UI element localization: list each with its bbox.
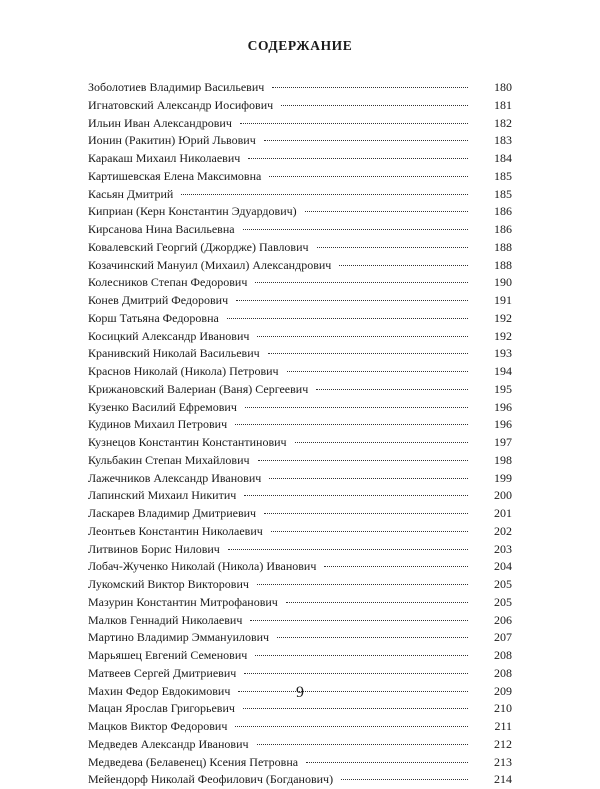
toc-entry-name: Ласкарев Владимир Дмитриевич bbox=[88, 506, 257, 520]
toc-entry bbox=[88, 416, 512, 434]
toc-entry-name: Кирсанова Нина Васильевна bbox=[88, 222, 235, 236]
dot-leader bbox=[181, 194, 468, 195]
dot-leader bbox=[272, 87, 468, 88]
toc-entry-page: 197 bbox=[494, 435, 512, 449]
toc-entry-page: 200 bbox=[494, 488, 512, 503]
dot-leader bbox=[236, 300, 468, 301]
toc-entry-page: 212 bbox=[494, 736, 512, 751]
dot-leader bbox=[341, 779, 468, 780]
toc-entry bbox=[88, 647, 512, 665]
toc-entry-page: 208 bbox=[494, 665, 512, 680]
toc-entry-name: Кульбакин Степан Михайлович bbox=[88, 452, 250, 467]
toc-entry-name: Малков Геннадий Николаевич bbox=[88, 612, 243, 627]
toc-entry bbox=[88, 700, 512, 718]
toc-entry-page: 181 bbox=[494, 97, 512, 112]
dot-leader bbox=[244, 495, 468, 496]
dot-leader bbox=[255, 282, 468, 283]
toc-entry-name: Корш Татьяна Федоровна bbox=[88, 310, 219, 325]
toc-entry bbox=[88, 771, 512, 789]
toc-entry bbox=[88, 594, 512, 612]
toc-entry bbox=[88, 754, 512, 772]
dot-leader bbox=[264, 513, 468, 514]
toc-entry bbox=[88, 203, 512, 221]
toc-entry-name: Крижановский Валериан (Ваня) Сергеевич bbox=[88, 381, 309, 396]
toc-entry-page: 207 bbox=[494, 630, 512, 645]
toc-entry bbox=[88, 97, 512, 115]
toc-entry bbox=[88, 576, 512, 594]
toc-entry bbox=[88, 257, 512, 275]
toc-entry-page: 204 bbox=[494, 559, 512, 574]
toc-entry bbox=[88, 381, 512, 399]
dot-leader bbox=[324, 566, 468, 567]
toc-entry-page: 196 bbox=[494, 399, 512, 414]
toc-entry bbox=[88, 292, 512, 310]
dot-leader bbox=[243, 229, 468, 230]
toc-entry-name: Киприан (Керн Константин Эдуардович) bbox=[88, 204, 297, 219]
toc-entry-page: 188 bbox=[494, 257, 512, 272]
dot-leader bbox=[255, 655, 468, 656]
toc-entry bbox=[88, 328, 512, 346]
toc-entry bbox=[88, 612, 512, 630]
toc-entry-page: 205 bbox=[494, 594, 512, 609]
dot-leader bbox=[339, 265, 468, 266]
toc-entry-page: 203 bbox=[494, 541, 512, 556]
toc-entry-name: Мазурин Константин Митрофанович bbox=[88, 594, 278, 609]
toc-entry-page: 210 bbox=[494, 701, 512, 716]
toc-entry-name: Лобач-Жученко Николай (Никола) Иванович bbox=[88, 559, 317, 574]
toc-entry bbox=[88, 665, 512, 683]
dot-leader bbox=[271, 531, 468, 532]
toc-entry-name: Ковалевский Георгий (Джордже) Павлович bbox=[88, 239, 309, 254]
toc-entry bbox=[88, 310, 512, 328]
toc-entry bbox=[88, 79, 512, 97]
toc-entry-name: Лукомский Виктор Викторович bbox=[88, 577, 249, 591]
toc-entry-page: 185 bbox=[494, 186, 512, 201]
toc-entry-name: Кудинов Михаил Петрович bbox=[88, 417, 228, 432]
toc-entry-page: 192 bbox=[494, 310, 512, 325]
toc-entry-page: 195 bbox=[494, 381, 512, 396]
toc-entry-page: 209 bbox=[494, 683, 512, 698]
toc-entry-page: 194 bbox=[494, 364, 512, 378]
toc-entry-name: Зоболотиев Владимир Васильевич bbox=[88, 80, 265, 94]
toc-entry-name: Ильин Иван Александрович bbox=[88, 115, 232, 130]
dot-leader bbox=[244, 673, 468, 674]
toc-entry-page: 193 bbox=[494, 346, 512, 361]
toc-entry-page: 185 bbox=[494, 168, 512, 183]
toc-entry-page: 202 bbox=[494, 523, 512, 538]
toc-entry bbox=[88, 399, 512, 417]
toc-entry-name: Косицкий Александр Иванович bbox=[88, 328, 250, 343]
toc-entry-page: 213 bbox=[494, 754, 512, 769]
toc-entry-page: 180 bbox=[494, 80, 512, 94]
toc-entry-name: Лапинский Михаил Никитич bbox=[88, 488, 237, 503]
toc-entry-page: 214 bbox=[494, 772, 512, 787]
toc-entry-name: Конев Дмитрий Федорович bbox=[88, 293, 229, 307]
toc-entry bbox=[88, 168, 512, 186]
dot-leader bbox=[240, 123, 468, 124]
dot-leader bbox=[286, 602, 468, 603]
dot-leader bbox=[287, 371, 468, 372]
toc-entry-page: 188 bbox=[494, 239, 512, 254]
dot-leader bbox=[257, 744, 468, 745]
toc-entry-page: 186 bbox=[494, 204, 512, 219]
dot-leader bbox=[245, 407, 468, 408]
dot-leader bbox=[250, 620, 468, 621]
page-title: СОДЕРЖАНИЕ bbox=[247, 38, 353, 53]
dot-leader bbox=[248, 158, 468, 159]
toc-entry-page: 186 bbox=[494, 222, 512, 236]
toc-entry bbox=[88, 274, 512, 292]
toc-entry bbox=[88, 470, 512, 488]
toc-entry bbox=[88, 541, 512, 559]
toc-entry-name: Козачинский Мануил (Михаил) Александрович bbox=[88, 257, 332, 272]
toc-entry-name: Кранивский Николай Васильевич bbox=[88, 346, 260, 361]
toc-entry-page: 192 bbox=[494, 328, 512, 343]
toc-entry bbox=[88, 132, 512, 150]
dot-leader bbox=[243, 708, 468, 709]
toc-entry-name: Кузнецов Константин Константинович bbox=[88, 435, 287, 449]
toc-entry-name: Лажечников Александр Иванович bbox=[88, 470, 262, 485]
toc-entry-page: 201 bbox=[494, 506, 512, 520]
toc-entry bbox=[88, 150, 512, 168]
dot-leader bbox=[295, 442, 468, 443]
toc-entry-name: Махин Федор Евдокимович bbox=[88, 683, 231, 698]
toc-entry-page: 196 bbox=[494, 417, 512, 432]
dot-leader bbox=[264, 140, 468, 141]
toc-entry-page: 191 bbox=[494, 293, 512, 307]
dot-leader bbox=[235, 424, 468, 425]
toc-entry bbox=[88, 239, 512, 257]
dot-leader bbox=[257, 336, 468, 337]
toc-entry bbox=[88, 558, 512, 576]
toc-entry-name: Марьяшец Евгений Семенович bbox=[88, 648, 248, 662]
toc-entry bbox=[88, 718, 512, 736]
dot-leader bbox=[281, 105, 468, 106]
toc-entry bbox=[88, 629, 512, 647]
toc-entry bbox=[88, 487, 512, 505]
toc-entry bbox=[88, 186, 512, 204]
dot-leader bbox=[257, 584, 468, 585]
toc-entry-name: Мейендорф Николай Феофилович (Богданович) bbox=[88, 772, 334, 787]
toc-entry-page: 183 bbox=[494, 133, 512, 148]
toc-entry-name: Колесников Степан Федорович bbox=[88, 275, 248, 290]
toc-entry-name: Картишевская Елена Максимовна bbox=[88, 168, 262, 183]
toc-entry-name: Литвинов Борис Нилович bbox=[88, 541, 220, 556]
toc-entry-page: 199 bbox=[494, 470, 512, 485]
dot-leader bbox=[227, 318, 468, 319]
toc-entry-name: Игнатовский Александр Иосифович bbox=[88, 97, 274, 112]
toc-entry-name: Ионин (Ракитин) Юрий Львович bbox=[88, 133, 256, 148]
dot-leader bbox=[268, 353, 468, 354]
dot-leader bbox=[305, 211, 468, 212]
toc-entry bbox=[88, 434, 512, 452]
toc-entry bbox=[88, 523, 512, 541]
dot-leader bbox=[277, 637, 468, 638]
toc-entry bbox=[88, 363, 512, 381]
toc-entry-page: 208 bbox=[494, 648, 512, 662]
toc-entry-name: Кузенко Василий Ефремович bbox=[88, 399, 237, 414]
toc-entry-name: Медведева (Белавенец) Ксения Петровна bbox=[88, 754, 299, 769]
dot-leader bbox=[228, 549, 468, 550]
toc-entry-page: 206 bbox=[494, 612, 512, 627]
dot-leader bbox=[269, 478, 468, 479]
toc-entry bbox=[88, 221, 512, 239]
toc-entry-page: 184 bbox=[494, 151, 512, 165]
toc-entry-page: 182 bbox=[494, 115, 512, 130]
toc-entry bbox=[88, 115, 512, 133]
toc-entry-name: Медведев Александр Иванович bbox=[88, 736, 249, 751]
dot-leader bbox=[258, 460, 468, 461]
toc-entry-name: Касьян Дмитрий bbox=[88, 186, 174, 201]
toc-entry bbox=[88, 452, 512, 470]
table-of-contents bbox=[88, 79, 512, 789]
toc-entry bbox=[88, 505, 512, 523]
toc-entry bbox=[88, 736, 512, 754]
toc-entry-name: Леонтьев Константин Николаевич bbox=[88, 523, 263, 538]
toc-entry-name: Мацков Виктор Федорович bbox=[88, 719, 228, 733]
toc-entry-name: Матвеев Сергей Дмитриевич bbox=[88, 665, 237, 680]
toc-entry-name: Мацан Ярослав Григорьевич bbox=[88, 701, 235, 716]
dot-leader bbox=[316, 389, 468, 390]
toc-entry bbox=[88, 345, 512, 363]
toc-entry-page: 205 bbox=[494, 577, 512, 591]
toc-entry-page: 198 bbox=[494, 452, 512, 467]
page-number: 9 bbox=[296, 684, 304, 701]
toc-entry-name: Каракаш Михаил Николаевич bbox=[88, 151, 241, 165]
toc-entry-name: Мартино Владимир Эммануилович bbox=[88, 630, 270, 645]
toc-entry-name: Краснов Николай (Никола) Петрович bbox=[88, 364, 279, 378]
toc-entry-page: 211 bbox=[494, 719, 512, 733]
dot-leader bbox=[269, 176, 468, 177]
toc-entry-page: 190 bbox=[494, 275, 512, 290]
dot-leader bbox=[235, 726, 468, 727]
dot-leader bbox=[317, 247, 468, 248]
dot-leader bbox=[306, 762, 468, 763]
